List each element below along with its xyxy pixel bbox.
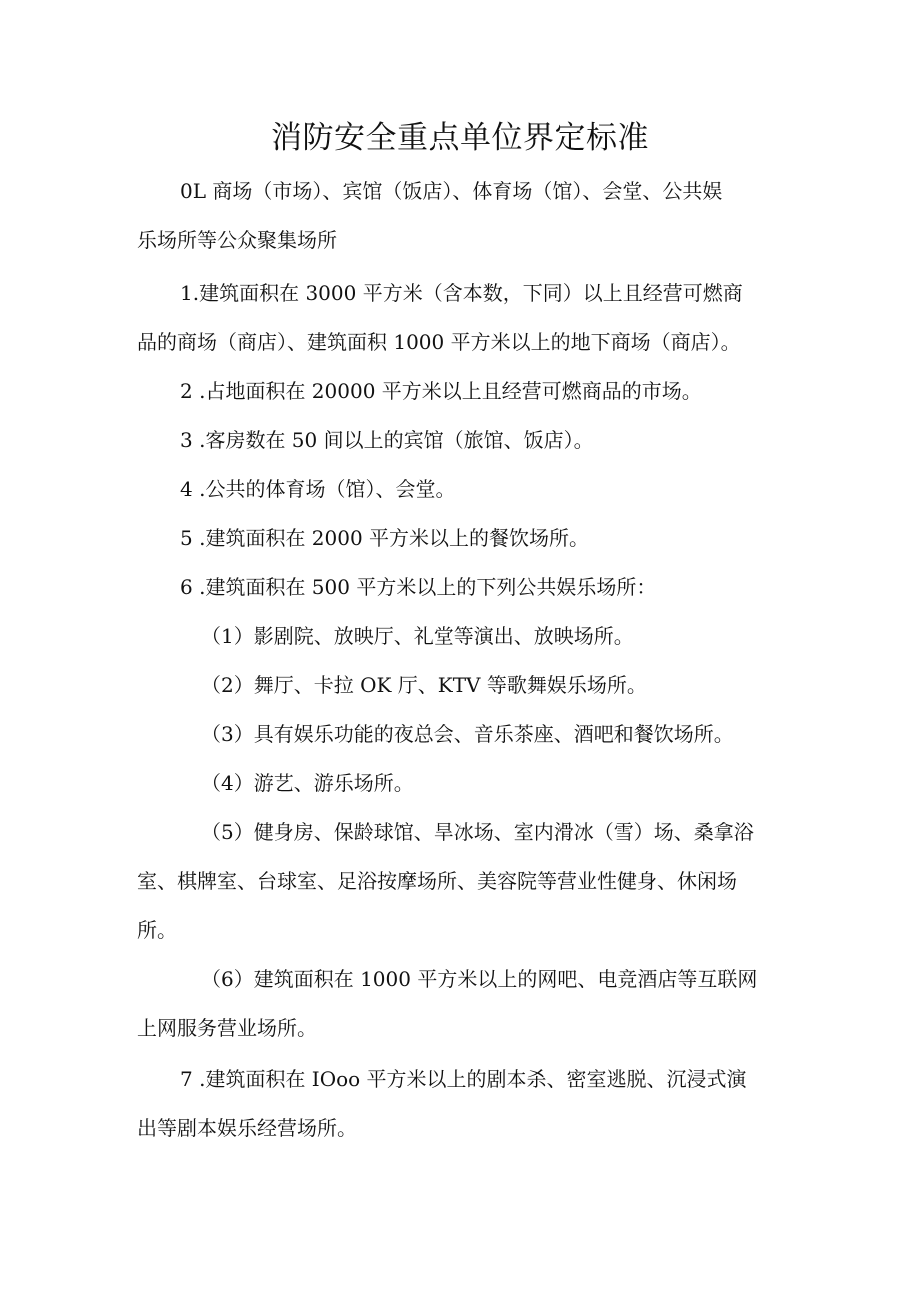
item-1-line-1: 1.建筑面积在 3000 平方米（含本数，下同）以上且经营可燃商 [180, 281, 743, 305]
item-7-line-2: 出等剧本娱乐经营场所。 [137, 1116, 357, 1140]
subitem-5-line-2: 室、棋牌室、台球室、足浴按摩场所、美容院等营业性健身、休闲场 [137, 869, 737, 893]
section-heading-line-2: 乐场所等公众聚集场所 [137, 228, 337, 252]
subitem-6-line-2: 上网服务营业场所。 [137, 1016, 317, 1040]
item-4: 4 .公共的体育场（馆）、会堂。 [180, 477, 456, 501]
subitem-2: （2）舞厅、卡拉 OK 厅、KTV 等歌舞娱乐场所。 [201, 673, 647, 697]
subitem-5-line-1: （5）健身房、保龄球馆、旱冰场、室内滑冰（雪）场、桑拿浴 [201, 820, 754, 844]
item-3: 3 .客房数在 50 间以上的宾馆（旅馆、饭店）。 [180, 428, 594, 452]
item-6: 6 .建筑面积在 500 平方米以上的下列公共娱乐场所： [180, 575, 657, 599]
subitem-4: （4）游艺、游乐场所。 [201, 771, 414, 795]
subitem-5-line-3: 所。 [137, 918, 177, 942]
subitem-1: （1）影剧院、放映厅、礼堂等演出、放映场所。 [201, 624, 634, 648]
item-7-line-1: 7 .建筑面积在 IOoo 平方米以上的剧本杀、密室逃脱、沉浸式演 [180, 1067, 747, 1091]
item-5: 5 .建筑面积在 2000 平方米以上的餐饮场所。 [180, 526, 590, 550]
subitem-6-line-1: （6）建筑面积在 1000 平方米以上的网吧、电竞酒店等互联网 [201, 967, 758, 991]
subitem-3: （3）具有娱乐功能的夜总会、音乐茶座、酒吧和餐饮场所。 [201, 722, 734, 746]
item-1-line-2: 品的商场（商店）、建筑面积 1000 平方米以上的地下商场（商店）。 [137, 330, 741, 354]
item-2: 2 .占地面积在 20000 平方米以上且经营可燃商品的市场。 [180, 379, 702, 403]
section-heading-line-1: 0L 商场（市场）、宾馆（饭店）、体育场（馆）、会堂、公共娱 [180, 179, 723, 203]
document-title: 消防安全重点单位界定标准 [271, 120, 649, 156]
